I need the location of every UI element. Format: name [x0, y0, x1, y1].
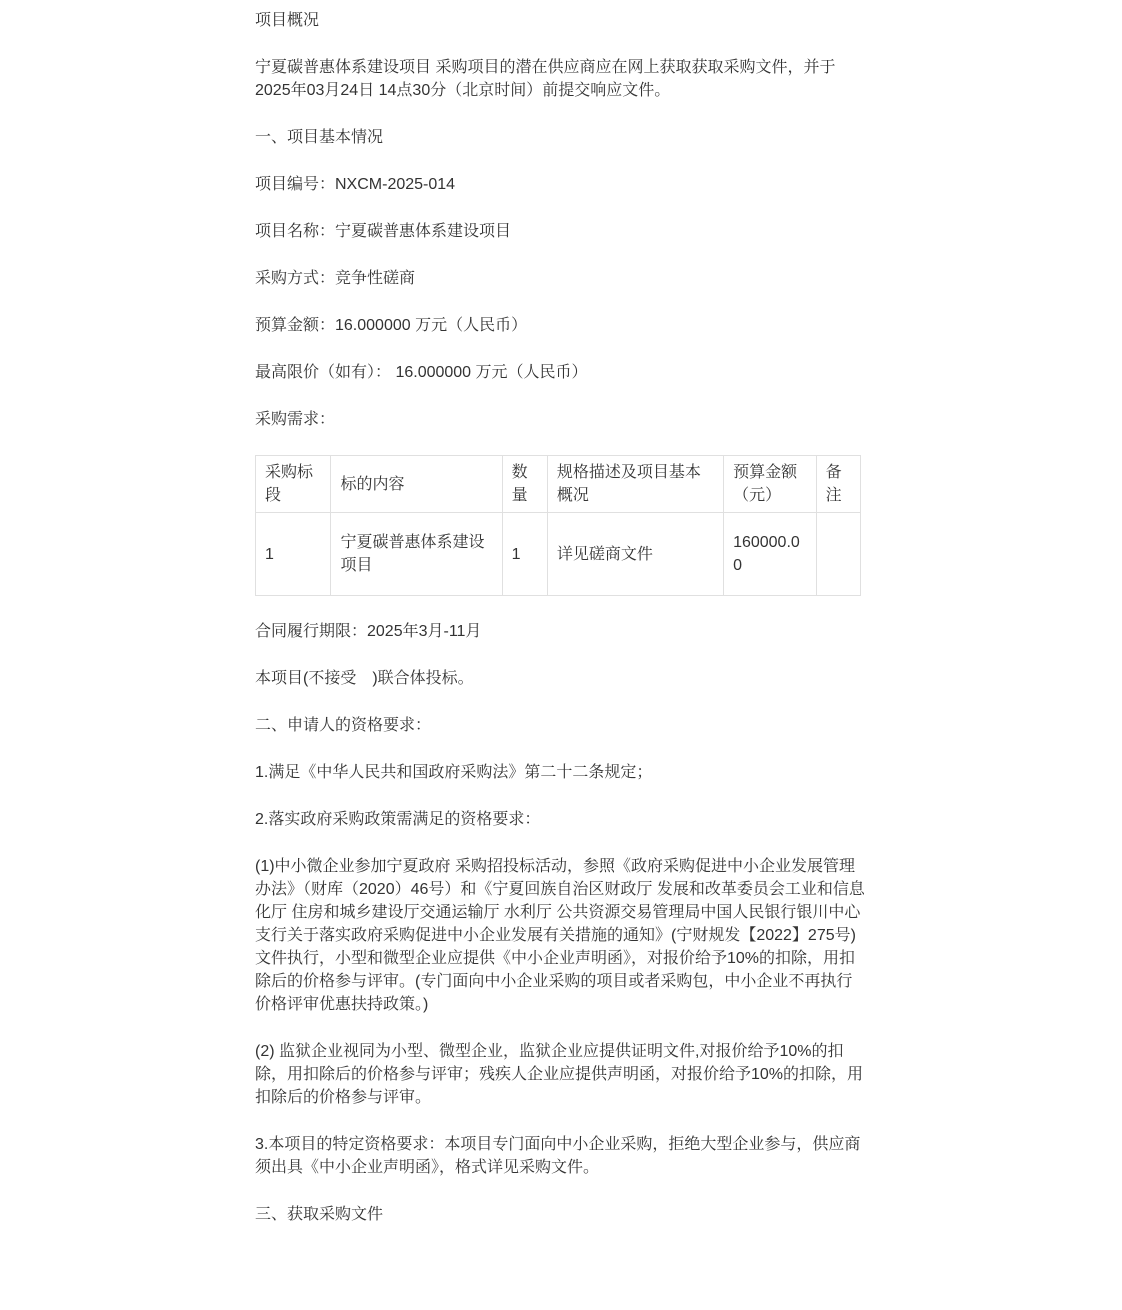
col-header-remarks: 备注: [816, 456, 860, 513]
requirement-2-item-2: (2) 监狱企业视同为小型、微型企业，监狱企业应提供证明文件,对报价给予10%的扣除，用扣除后的价格参与评审；残疾人企业应提供声明函，对报价给予10%的扣除，用扣除后的价格参与评审。: [255, 1043, 864, 1106]
field-budget-amount: 预算金额：16.000000 万元（人民币）: [255, 317, 528, 334]
field-procurement-method: 采购方式：竞争性磋商: [255, 270, 416, 287]
requirement-2: 2.落实政府采购政策需满足的资格要求：: [255, 811, 541, 828]
field-contract-period: 合同履行期限：2025年3月-11月: [255, 623, 482, 640]
requirement-3: 3.本项目的特定资格要求：本项目专门面向中小企业采购，拒绝大型企业参与，供应商须出具《中小企业声明函》，格式详见采购文件。: [255, 1136, 861, 1176]
cell-bid-section: 1: [256, 513, 331, 596]
field-joint-bid: 本项目(不接受 )联合体投标。: [255, 670, 474, 687]
procurement-announcement-document: [255, 0, 868, 1310]
field-project-number: 项目编号：NXCM-2025-014: [255, 176, 456, 193]
requirement-2-item-1: (1)中小微企业参加宁夏政府 采购招投标活动，参照《政府采购促进中小企业发展管理办法》（财库（2020）46号）和《宁夏回族自治区财政厅 发展和改革委员会工业和信息化厅 住房和城乡建设厅交通运输厅 水利厅 公共资源交易管理局中国人民银行银川中心支行关于落实政府采购促进中小企业发展有关措施的通知》(宁财规发【2022】275号)文件执行，小型和微型企业应提供《中小企业声明函》，对报价给予10%的扣除，用扣除后的价格参与评审。(专门面向中小企业采购的项目或者采购包，中小企业不再执行价格评审优惠扶持政策。): [255, 858, 865, 1013]
requirement-1: 1.满足《中华人民共和国政府采购法》第二十二条规定；: [255, 764, 653, 781]
section2-heading: 二、申请人的资格要求：: [255, 717, 432, 734]
intro-paragraph: 宁夏碳普惠体系建设项目 采购项目的潜在供应商应在网上获取获取采购文件，并于2025年03月24日 14点30分（北京时间）前提交响应文件。: [255, 59, 836, 99]
col-header-spec-overview: 规格描述及项目基本概况: [547, 456, 723, 513]
cell-quantity: 1: [502, 513, 547, 596]
col-header-budget-yuan: 预算金额（元）: [724, 456, 817, 513]
section1-heading: 一、项目基本情况: [255, 129, 384, 146]
col-header-quantity: 数量: [502, 456, 547, 513]
section3-heading: 三、获取采购文件: [255, 1206, 384, 1223]
field-max-price: 最高限价（如有）： 16.000000 万元（人民币）: [255, 364, 588, 381]
field-project-name: 项目名称：宁夏碳普惠体系建设项目: [255, 223, 512, 240]
field-demand-label: 采购需求：: [255, 411, 336, 428]
cell-budget-yuan: 160000.00: [724, 513, 817, 596]
table-row: [256, 513, 861, 596]
cell-spec-overview: 详见磋商文件: [547, 513, 723, 596]
page-title: 项目概况: [255, 12, 320, 29]
col-header-subject-content: 标的内容: [331, 456, 502, 513]
table-header-row: [256, 456, 861, 513]
cell-remarks: [816, 513, 860, 596]
procurement-demand-table: [255, 455, 861, 596]
cell-subject-content: 宁夏碳普惠体系建设项目: [331, 513, 502, 596]
col-header-bid-section: 采购标段: [256, 456, 331, 513]
